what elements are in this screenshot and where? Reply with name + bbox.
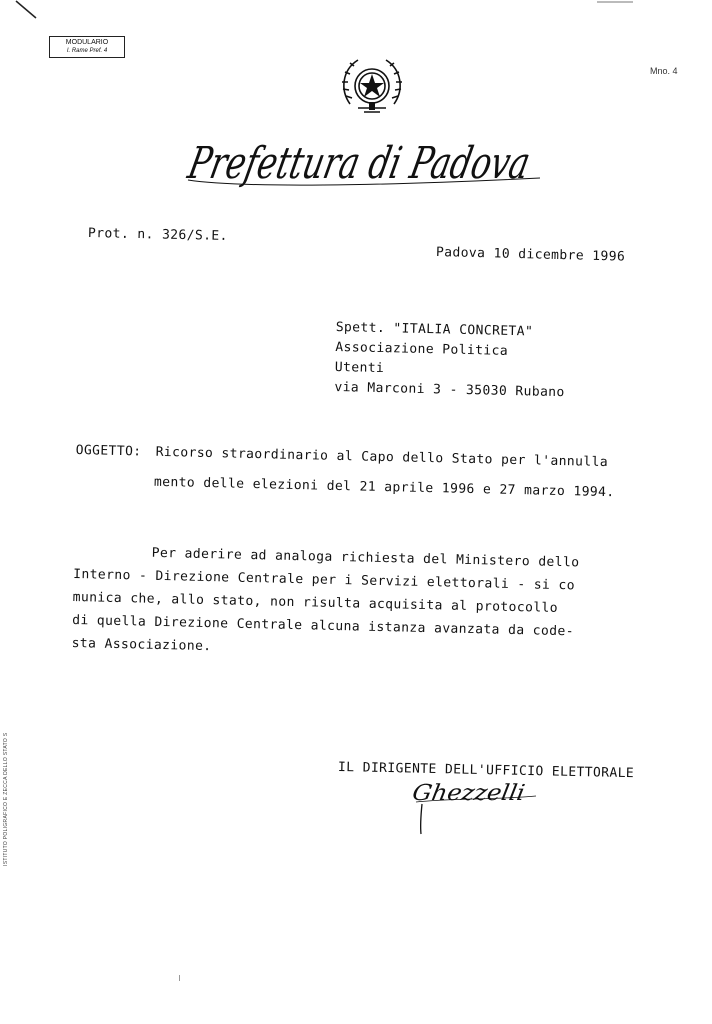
subject-line: Ricorso straordinario al Capo dello Stato per l'annulla (155, 444, 609, 471)
protocol-number: Prot. n. 326/S.E. (87, 226, 228, 244)
recipient-line: Utenti (334, 359, 385, 377)
signature-text: Ghezzelli (410, 780, 517, 806)
body-line: Per aderire ad analoga richiesta del Ministero dello (151, 545, 580, 571)
handwritten-signature (412, 774, 542, 836)
recipient-line: via Marconi 3 - 35030 Rubano (334, 379, 565, 401)
office-heading-text: Prefettura di Padova (183, 138, 655, 189)
office-heading-title (180, 122, 655, 202)
form-box-line1: MODULARIO (65, 39, 109, 46)
corner-scan-mark (14, 0, 40, 20)
recipient-line: Associazione Politica (335, 339, 509, 359)
subject-line: mento delle elezioni del 21 aprile 1996 e 27 marzo 1994. (153, 474, 615, 501)
subject-label: OGGETTO: (75, 442, 142, 460)
signatory-title: IL DIRIGENTE DELL'UFFICIO ELETTORALE (337, 760, 635, 782)
body-line: munica che, allo stato, non risulta acquisita al protocollo (72, 589, 559, 616)
body-line: sta Associazione. (71, 635, 212, 655)
body-line: Interno - Direzione Centrale per i Servizi elettorali - si co (73, 566, 576, 594)
model-code: Mno. 4 (650, 66, 678, 76)
form-box-line2: I. Rame Pref. 4 (66, 48, 108, 54)
recipient-address (334, 318, 566, 403)
place-date: Padova 10 dicembre 1996 (435, 245, 626, 265)
letter-body (71, 540, 579, 666)
scan-tick-mark (179, 975, 180, 981)
republic-emblem-icon (336, 50, 408, 122)
recipient-line: Spett. "ITALIA CONCRETA" (335, 319, 534, 340)
body-line: di quella Direzione Centrale alcuna istanza avanzata da code- (72, 612, 575, 640)
top-edge-mark (595, 0, 635, 6)
form-model-box (49, 36, 125, 58)
subject-block (75, 436, 616, 508)
printer-imprint: ISTITUTO POLIGRAFICO E ZECCA DELLO STATO S (3, 732, 9, 866)
